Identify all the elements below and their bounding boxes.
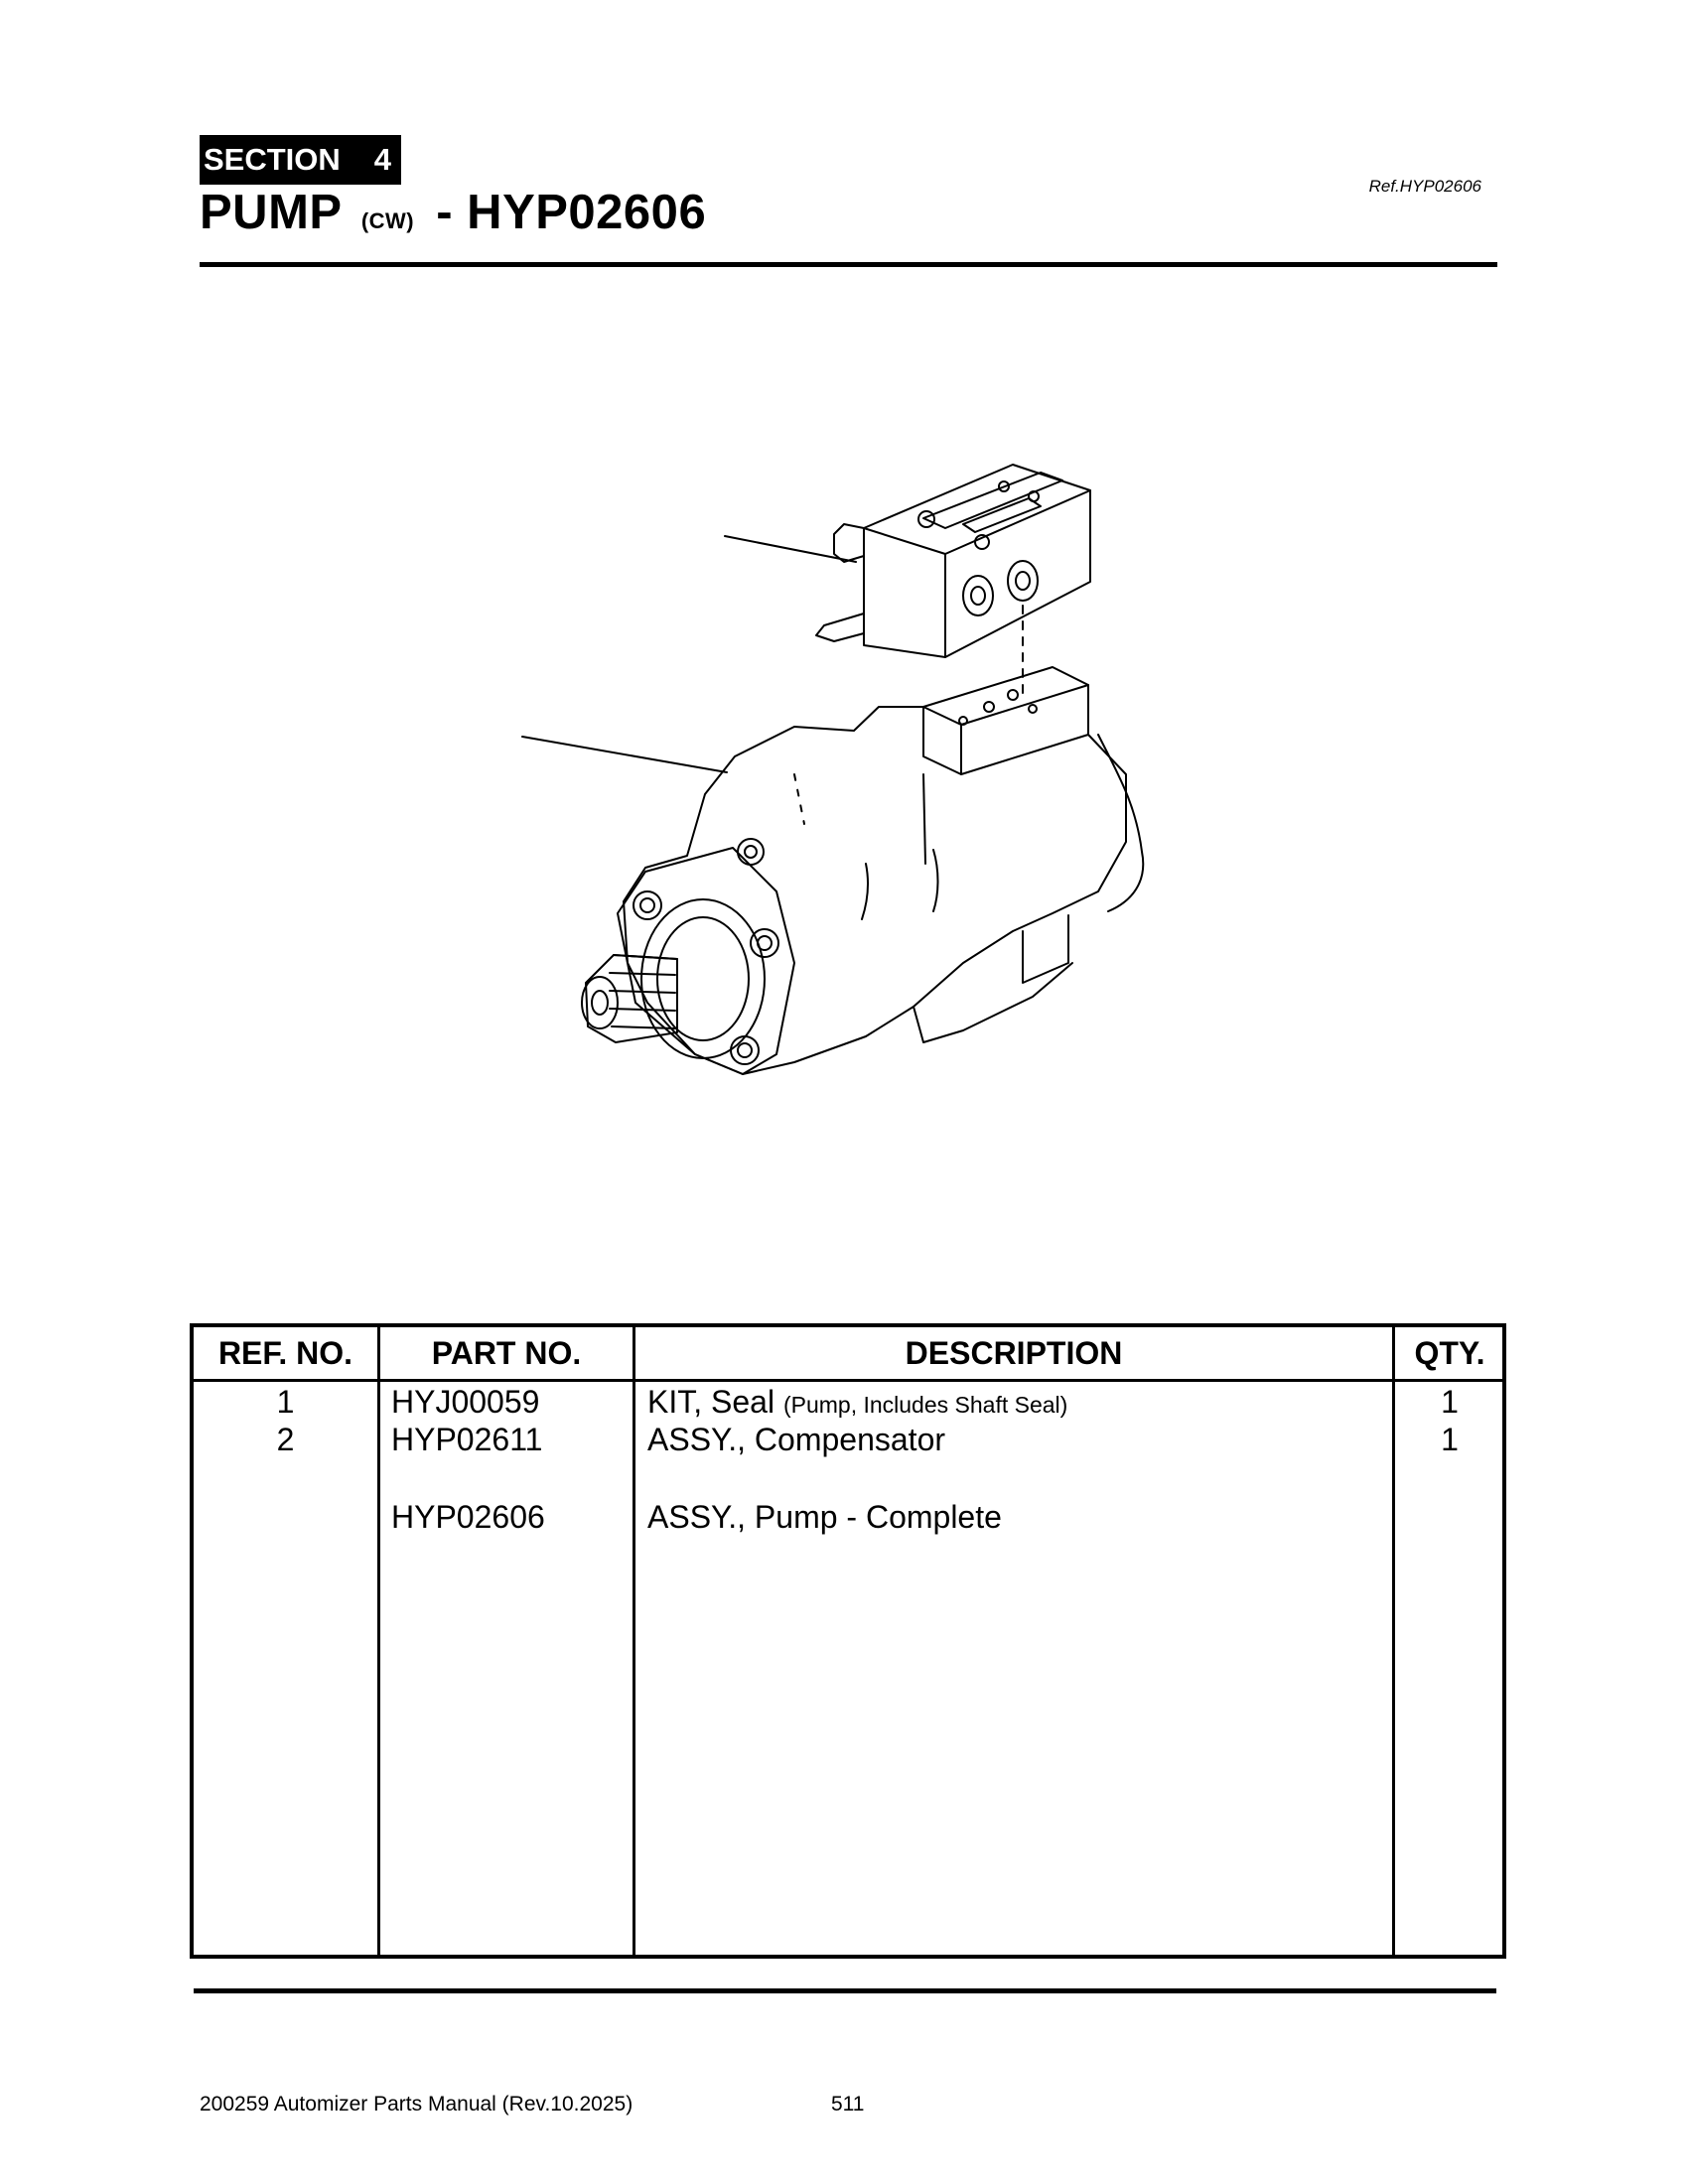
row-2-description: ASSY., Compensator: [647, 1422, 946, 1457]
header-part-no: PART NO.: [431, 1334, 582, 1371]
footer-manual-title: 200259 Automizer Parts Manual (Rev.10.2025): [200, 2093, 633, 2116]
row-2-ref: 2: [276, 1422, 295, 1457]
table-header-divider: [194, 1379, 1502, 1382]
section-label: SECTION: [204, 142, 341, 177]
header-qty: QTY.: [1414, 1334, 1485, 1371]
row-2-part: HYP02611: [391, 1422, 543, 1457]
reference-code: Ref.HYP02606: [1368, 177, 1481, 196]
header-ref-no: REF. NO.: [217, 1334, 353, 1371]
leader-line-ref-1: [725, 536, 856, 562]
section-number: 4: [373, 142, 392, 177]
row-1-part: HYJ00059: [391, 1384, 540, 1420]
section-badge: [200, 135, 401, 185]
title-part-number: - HYP02606: [436, 186, 707, 239]
row-3-part: HYP02606: [391, 1499, 545, 1535]
footer-divider: [194, 1988, 1496, 1993]
pump-exploded-diagram: [496, 447, 1231, 1201]
page-number: 511: [831, 2093, 865, 2116]
header-divider: [200, 262, 1497, 267]
row-1-desc-note: (Pump, Includes Shaft Seal): [782, 1392, 1068, 1418]
row-1-ref: 1: [276, 1384, 295, 1420]
compensator-assembly: [816, 465, 1090, 695]
parts-table: [190, 1323, 1506, 1959]
leader-line-ref-2: [522, 737, 727, 772]
row-1-desc-main: KIT, Seal: [647, 1384, 775, 1420]
row-1-qty: 1: [1441, 1384, 1459, 1420]
page-title: [200, 185, 706, 240]
title-rotation: (CW): [360, 208, 415, 233]
pump-body: [624, 667, 1143, 1074]
column-divider: [633, 1327, 635, 1955]
row-1-description: [647, 1383, 1067, 1424]
row-3-description: ASSY., Pump - Complete: [647, 1499, 1002, 1535]
header-description: DESCRIPTION: [905, 1334, 1123, 1371]
title-main: PUMP: [200, 186, 342, 239]
row-2-qty: 1: [1441, 1422, 1459, 1457]
mounting-flange-shaft: [582, 848, 794, 1074]
column-divider: [377, 1327, 380, 1955]
